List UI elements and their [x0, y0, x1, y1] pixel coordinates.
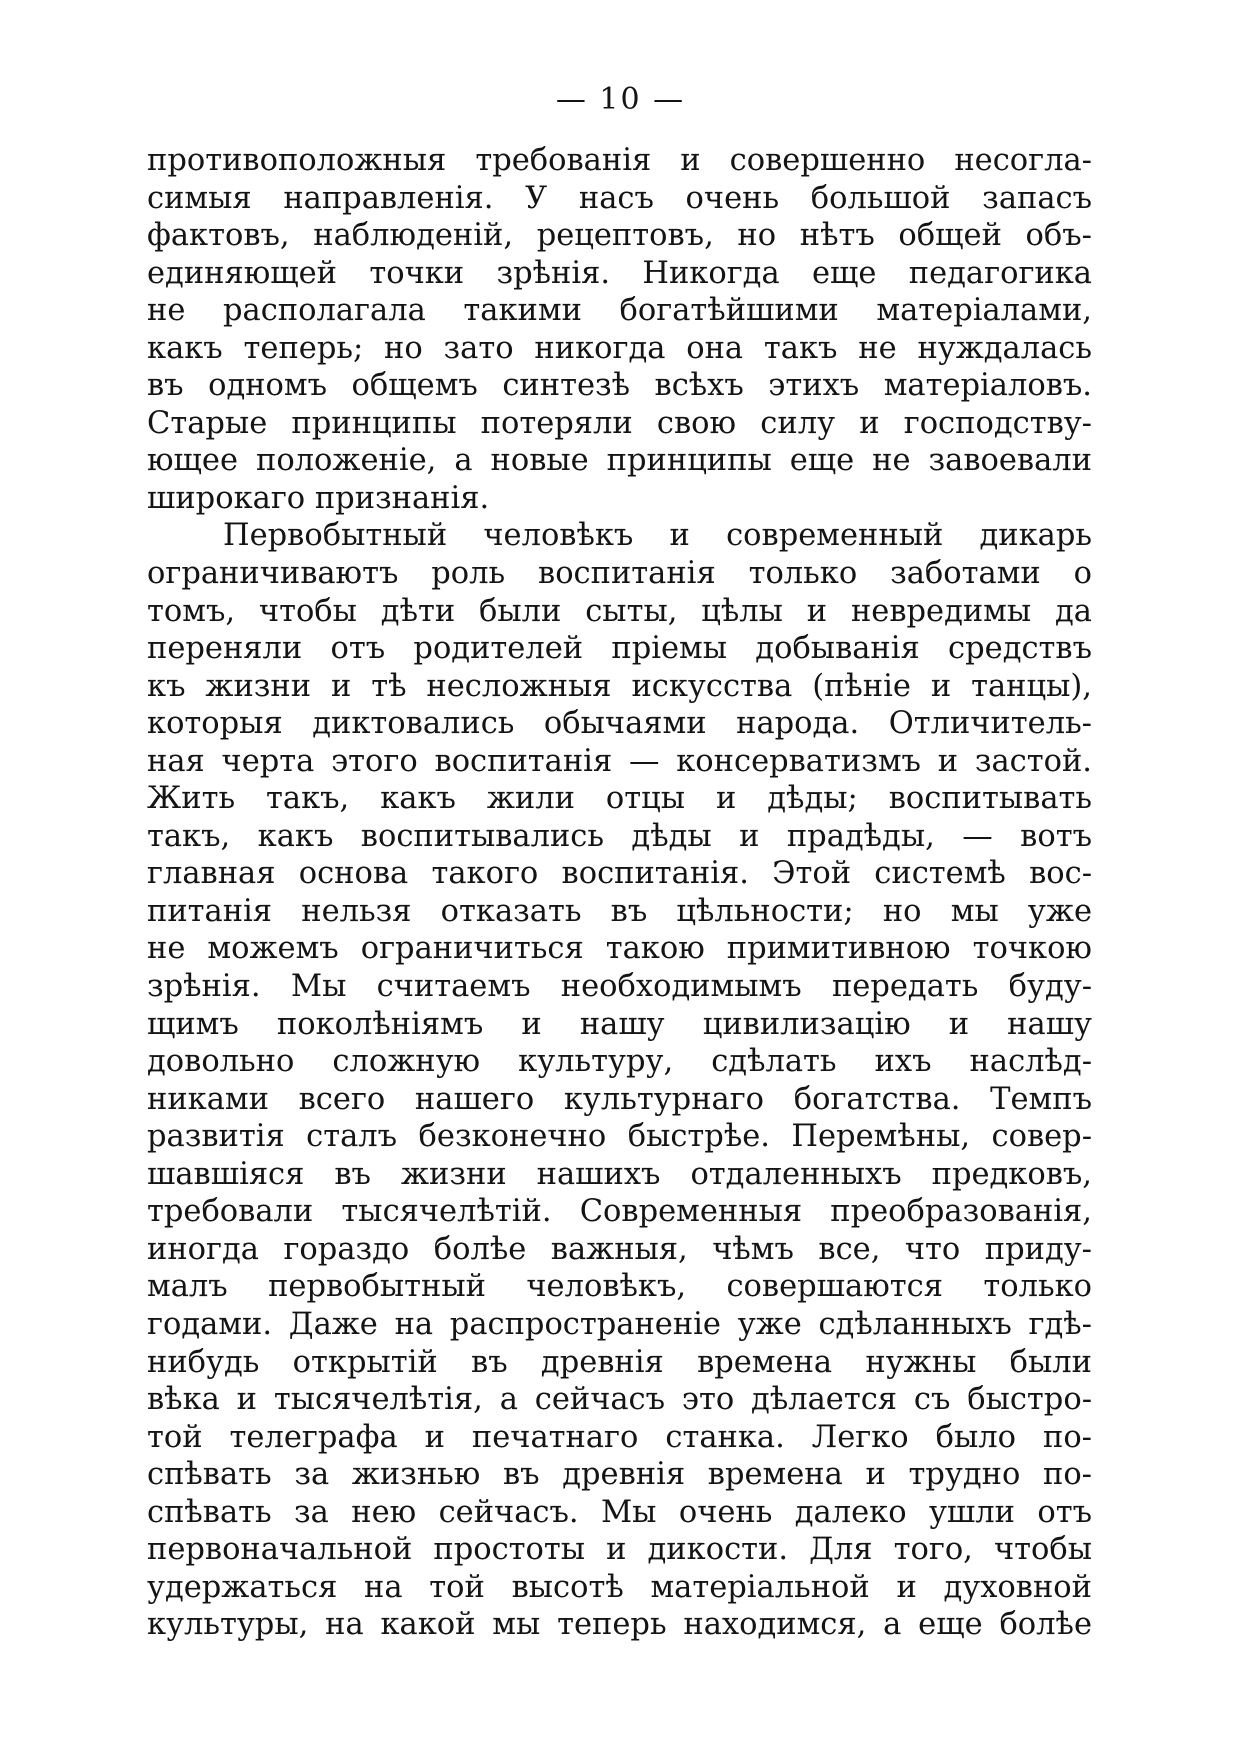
text-line: единяющей точки зрѣнія. Никогда еще педагогика: [147, 255, 1092, 291]
text-line: томъ, чтобы дѣти были сыты, цѣлы и невредимы да: [147, 593, 1092, 629]
text-line: удержаться на той высотѣ матеріальной и духовной: [147, 1569, 1092, 1605]
text-line: годами. Даже на распространеніе уже сдѣланныхъ гдѣ-: [147, 1306, 1092, 1342]
text-line: питанія нельзя отказать въ цѣльности; но мы уже: [147, 893, 1092, 929]
text-line: довольно сложную культуру, сдѣлать ихъ наслѣд-: [147, 1044, 1092, 1080]
text-line: Старые принципы потеряли свою силу и господству-: [147, 405, 1092, 441]
text-line: которыя диктовались обычаями народа. Отличитель-: [147, 706, 1092, 742]
text-line: широкаго признанія.: [147, 480, 490, 516]
text-line: иногда гораздо болѣе важныя, чѣмъ все, что приду-: [147, 1231, 1092, 1267]
text-line: какъ теперь; но зато никогда она такъ не нуждалась: [147, 330, 1092, 366]
text-line: главная основа такого воспитанія. Этой системѣ вос-: [147, 856, 1092, 892]
text-line: зрѣнія. Мы считаемъ необходимымъ передать буду-: [147, 969, 1092, 1005]
paragraph: [147, 517, 1092, 1643]
text-line: шавшіяся въ жизни нашихъ отдаленныхъ предковъ,: [147, 1156, 1092, 1192]
text-line: фактовъ, наблюденій, рецептовъ, но нѣтъ общей объ-: [147, 218, 1092, 254]
text-line: спѣвать за нею сейчасъ. Мы очень далеко ушли отъ: [147, 1494, 1092, 1530]
text-line: развитія сталъ безконечно быстрѣе. Перемѣны, совер-: [147, 1119, 1092, 1155]
text-line: малъ первобытный человѣкъ, совершаются только: [147, 1269, 1092, 1305]
page-number: — 10 —: [555, 82, 686, 117]
text-line: ющее положеніе, а новые принципы еще не завоевали: [147, 443, 1092, 479]
text-line: противоположныя требованія и совершенно несогла-: [147, 143, 1092, 178]
text-line: переняли отъ родителей пріемы добыванія средствъ: [147, 631, 1092, 667]
text-line: щимъ поколѣніямъ и нашу цивилизацію и нашу: [147, 1006, 1092, 1042]
paragraph: [147, 142, 1092, 517]
text-line: спѣвать за жизнью въ древнія времена и трудно по-: [147, 1457, 1092, 1493]
text-line: такъ, какъ воспитывались дѣды и прадѣды, — вотъ: [147, 818, 1092, 854]
text-line: къ жизни и тѣ несложныя искусства (пѣніе и танцы),: [147, 668, 1092, 704]
text-line: въ одномъ общемъ синтезѣ всѣхъ этихъ матеріаловъ.: [147, 368, 1092, 404]
text-line: никами всего нашего культурнаго богатства. Темпъ: [147, 1081, 1092, 1117]
text-line: Жить такъ, какъ жили отцы и дѣды; воспитывать: [147, 781, 1092, 817]
text-line: нибудь открытій въ древнія времена нужны были: [147, 1344, 1092, 1380]
text-line: симыя направленія. У насъ очень большой запасъ: [147, 180, 1092, 216]
body-text: [147, 142, 1092, 1644]
text-line: требовали тысячелѣтій. Современныя преобразованія,: [147, 1194, 1092, 1230]
text-line: Первобытный человѣкъ и современный дикарь: [223, 518, 1092, 554]
text-line: вѣка и тысячелѣтія, а сейчасъ это дѣлается съ быстро-: [147, 1382, 1092, 1418]
text-line: ограничиваютъ роль воспитанія только заботами о: [147, 556, 1092, 592]
text-line: культуры, на какой мы теперь находимся, а еще болѣе: [147, 1607, 1092, 1643]
text-line: первоначальной простоты и дикости. Для того, чтобы: [147, 1532, 1092, 1568]
text-line: не можемъ ограничиться такою примитивною точкою: [147, 931, 1092, 967]
text-line: той телеграфа и печатнаго станка. Легко было по-: [147, 1419, 1092, 1455]
text-line: ная черта этого воспитанія — консерватизмъ и застой.: [147, 743, 1092, 779]
text-line: не располагала такими богатѣйшими матеріалами,: [147, 293, 1092, 329]
